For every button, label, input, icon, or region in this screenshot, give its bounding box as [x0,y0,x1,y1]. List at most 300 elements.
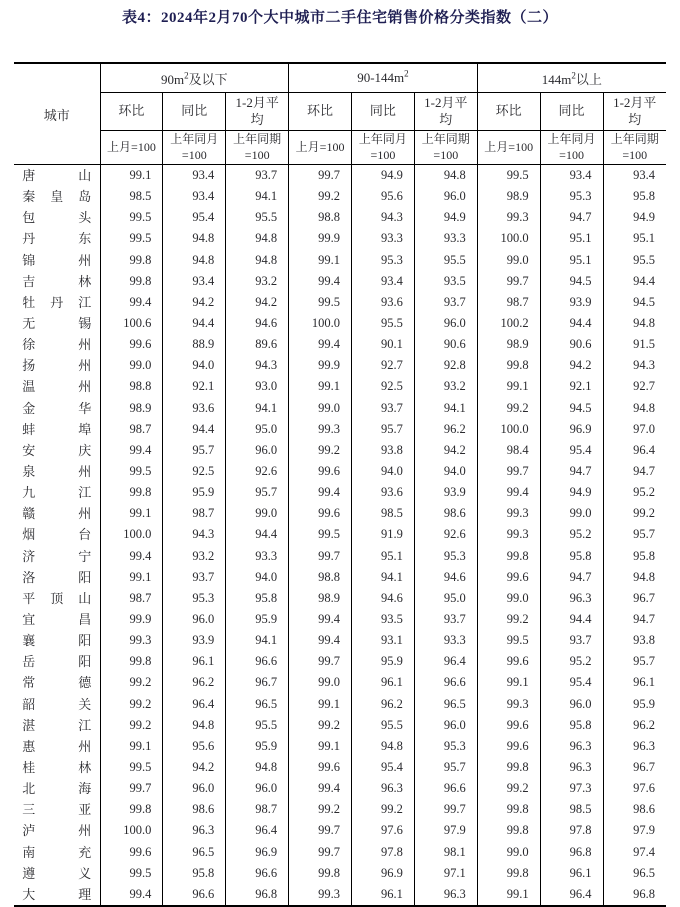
metric-header-mom: 环比 [289,93,352,131]
value-cell: 99.3 [477,503,540,524]
value-cell: 95.3 [540,186,603,207]
value-cell: 94.0 [163,355,226,376]
value-cell: 96.0 [414,186,477,207]
value-cell: 96.7 [603,757,666,778]
value-cell: 99.1 [100,165,163,187]
city-cell [14,419,100,440]
value-cell: 96.0 [226,440,289,461]
value-cell: 94.1 [226,398,289,419]
value-cell: 94.7 [603,609,666,630]
value-cell: 99.3 [289,884,352,906]
value-cell: 94.4 [540,313,603,334]
value-cell: 95.9 [603,694,666,715]
value-cell: 99.6 [477,715,540,736]
city-cell [14,651,100,672]
value-cell: 94.6 [226,313,289,334]
city-cell [14,440,100,461]
table-row [14,419,666,440]
value-cell: 91.5 [603,334,666,355]
value-cell: 100.6 [100,313,163,334]
value-cell: 94.6 [414,567,477,588]
header-row-base [14,131,666,165]
table-row [14,820,666,841]
table-row [14,842,666,863]
table-row [14,186,666,207]
value-cell: 95.8 [163,863,226,884]
value-cell: 98.9 [289,588,352,609]
base-header-prev-month: 上月=100 [477,131,540,165]
city-name: 徐 州 [22,337,92,353]
value-cell: 96.3 [540,757,603,778]
value-cell: 96.3 [352,778,415,799]
table-row [14,398,666,419]
value-cell: 99.2 [352,799,415,820]
value-cell: 94.4 [603,271,666,292]
value-cell: 99.4 [100,440,163,461]
value-cell: 99.2 [477,398,540,419]
value-cell: 99.7 [100,778,163,799]
value-cell: 95.9 [352,651,415,672]
value-cell: 93.7 [226,165,289,187]
value-cell: 93.7 [163,567,226,588]
value-cell: 97.6 [603,778,666,799]
page-title: 表4：2024年2月70个大中城市二手住宅销售价格分类指数（二） [121,10,558,26]
value-cell: 94.1 [414,398,477,419]
value-cell: 98.1 [414,842,477,863]
value-cell: 94.8 [226,757,289,778]
city-cell [14,863,100,884]
value-cell: 90.1 [352,334,415,355]
value-cell: 96.6 [163,884,226,906]
table-row [14,567,666,588]
value-cell: 99.8 [477,757,540,778]
table-row [14,715,666,736]
value-cell: 99.7 [414,799,477,820]
value-cell: 96.4 [226,820,289,841]
table-row [14,292,666,313]
value-cell: 96.8 [226,884,289,906]
value-cell: 94.4 [226,524,289,545]
value-cell: 93.4 [352,271,415,292]
value-cell: 99.1 [100,503,163,524]
value-cell: 95.8 [540,715,603,736]
city-cell [14,524,100,545]
city-name: 包 头 [22,210,92,226]
value-cell: 99.0 [540,503,603,524]
base-header-prev-month: 上月=100 [100,131,163,165]
value-cell: 94.0 [352,461,415,482]
city-name: 安 庆 [22,442,92,458]
city-name: 九 江 [22,485,92,501]
value-cell: 98.7 [100,588,163,609]
value-cell: 98.9 [100,398,163,419]
metric-header-yoy: 同比 [540,93,603,131]
value-cell: 92.1 [540,376,603,397]
value-cell: 96.2 [163,672,226,693]
value-cell: 94.2 [163,757,226,778]
value-cell: 99.5 [100,207,163,228]
value-cell: 99.8 [100,271,163,292]
value-cell: 93.2 [414,376,477,397]
value-cell: 99.6 [289,503,352,524]
value-cell: 94.3 [352,207,415,228]
value-cell: 99.5 [289,292,352,313]
value-cell: 93.5 [414,271,477,292]
base-header-same-period-last-year: 上年同期=100 [603,131,666,165]
group-header-90-and-below [100,63,289,93]
city-name: 秦 皇 岛 [22,189,92,205]
value-cell: 96.3 [540,736,603,757]
value-cell: 99.1 [477,672,540,693]
city-name: 蚌 埠 [22,421,92,437]
city-name: 北 海 [22,781,92,797]
value-cell: 99.1 [477,884,540,906]
value-cell: 97.9 [603,820,666,841]
value-cell: 93.0 [226,376,289,397]
price-index-table [14,62,666,907]
table-row [14,799,666,820]
city-name: 南 充 [22,844,92,860]
value-cell: 94.8 [603,567,666,588]
value-cell: 96.3 [540,588,603,609]
value-cell: 99.6 [477,736,540,757]
value-cell: 95.9 [163,482,226,503]
value-cell: 93.6 [163,398,226,419]
city-name: 遵 义 [22,865,92,881]
city-cell [14,313,100,334]
value-cell: 99.3 [289,419,352,440]
value-cell: 94.3 [163,524,226,545]
table-row [14,884,666,906]
value-cell: 98.6 [163,799,226,820]
value-cell: 99.2 [477,778,540,799]
value-cell: 94.5 [540,398,603,419]
value-cell: 97.1 [414,863,477,884]
city-cell [14,482,100,503]
value-cell: 99.5 [477,165,540,187]
base-header-same-month-last-year: 上年同月=100 [540,131,603,165]
group-label-suffix: 及以下 [188,71,228,87]
value-cell: 93.8 [603,630,666,651]
value-cell: 96.5 [414,694,477,715]
city-name: 桂 林 [22,759,92,775]
value-cell: 96.1 [352,884,415,906]
value-cell: 99.1 [289,694,352,715]
value-cell: 95.5 [226,207,289,228]
value-cell: 95.5 [414,250,477,271]
value-cell: 95.6 [352,186,415,207]
group-label: 90m [160,71,185,87]
value-cell: 99.0 [477,250,540,271]
value-cell: 94.9 [352,165,415,187]
value-cell: 95.5 [352,313,415,334]
city-cell [14,736,100,757]
city-name: 扬 州 [22,358,92,374]
value-cell: 94.8 [226,228,289,249]
value-cell: 88.9 [163,334,226,355]
value-cell: 93.8 [352,440,415,461]
value-cell: 96.5 [226,694,289,715]
value-cell: 96.2 [352,694,415,715]
value-cell: 99.5 [289,524,352,545]
value-cell: 96.0 [163,778,226,799]
value-cell: 99.7 [477,271,540,292]
value-cell: 94.0 [226,567,289,588]
table-row [14,503,666,524]
value-cell: 98.7 [477,292,540,313]
value-cell: 90.6 [540,334,603,355]
value-cell: 98.7 [100,419,163,440]
metric-header-yoy: 同比 [352,93,415,131]
value-cell: 96.2 [414,419,477,440]
value-cell: 96.0 [414,715,477,736]
value-cell: 99.6 [100,842,163,863]
value-cell: 99.5 [477,630,540,651]
value-cell: 99.7 [289,546,352,567]
value-cell: 99.4 [289,482,352,503]
value-cell: 94.7 [540,567,603,588]
value-cell: 99.3 [477,524,540,545]
value-cell: 99.2 [289,440,352,461]
value-cell: 97.0 [603,419,666,440]
table-row [14,482,666,503]
value-cell: 100.0 [477,419,540,440]
value-cell: 95.7 [352,419,415,440]
city-cell [14,884,100,906]
city-cell [14,588,100,609]
city-name: 吉 林 [22,273,92,289]
group-label: 90-144m [357,70,405,85]
value-cell: 94.9 [414,207,477,228]
city-name: 锦 州 [22,252,92,268]
table-row [14,355,666,376]
value-cell: 95.4 [540,440,603,461]
table-row [14,736,666,757]
value-cell: 94.2 [163,292,226,313]
value-cell: 95.0 [226,419,289,440]
value-cell: 95.7 [603,651,666,672]
value-cell: 92.1 [163,376,226,397]
value-cell: 93.1 [352,630,415,651]
city-cell [14,799,100,820]
value-cell: 99.8 [477,799,540,820]
value-cell: 94.8 [163,250,226,271]
table-row [14,651,666,672]
value-cell: 99.7 [289,820,352,841]
city-name: 宜 昌 [22,611,92,627]
value-cell: 94.4 [540,609,603,630]
value-cell: 93.9 [414,482,477,503]
city-cell [14,334,100,355]
value-cell: 99.0 [100,355,163,376]
table-row [14,588,666,609]
value-cell: 96.0 [414,313,477,334]
city-name: 湛 江 [22,717,92,733]
value-cell: 97.6 [352,820,415,841]
city-name: 岳 阳 [22,654,92,670]
value-cell: 98.4 [477,440,540,461]
city-name: 泉 州 [22,463,92,479]
value-cell: 97.3 [540,778,603,799]
city-name: 无 锡 [22,315,92,331]
table-row [14,271,666,292]
value-cell: 99.0 [477,588,540,609]
value-cell: 92.6 [414,524,477,545]
city-name: 平 顶 山 [22,590,92,606]
value-cell: 96.8 [603,884,666,906]
value-cell: 95.8 [603,186,666,207]
metric-header-avg: 1-2月平均 [414,93,477,131]
value-cell: 93.2 [226,271,289,292]
value-cell: 99.2 [289,715,352,736]
value-cell: 96.4 [603,440,666,461]
city-name: 唐 山 [22,168,92,183]
base-header-same-month-last-year: 上年同月=100 [163,131,226,165]
value-cell: 95.1 [540,250,603,271]
city-name: 洛 阳 [22,569,92,585]
value-cell: 93.7 [352,398,415,419]
value-cell: 99.6 [289,757,352,778]
city-cell [14,292,100,313]
group-label-suffix: 以上 [575,71,602,87]
table-row [14,524,666,545]
value-cell: 94.1 [226,630,289,651]
value-cell: 94.2 [414,440,477,461]
city-name: 丹 东 [22,231,92,247]
base-header-same-month-last-year: 上年同月=100 [352,131,415,165]
value-cell: 96.3 [414,884,477,906]
value-cell: 99.0 [289,398,352,419]
city-name: 烟 台 [22,527,92,543]
value-cell: 92.7 [352,355,415,376]
base-header-prev-month: 上月=100 [289,131,352,165]
value-cell: 95.3 [163,588,226,609]
value-cell: 95.8 [226,588,289,609]
value-cell: 99.0 [477,842,540,863]
value-cell: 96.6 [414,778,477,799]
value-cell: 94.8 [163,715,226,736]
city-name: 惠 州 [22,738,92,754]
value-cell: 92.6 [226,461,289,482]
city-cell [14,715,100,736]
value-cell: 96.1 [163,651,226,672]
value-cell: 100.0 [477,228,540,249]
value-cell: 95.7 [414,757,477,778]
value-cell: 98.6 [603,799,666,820]
base-header-same-period-last-year: 上年同期=100 [414,131,477,165]
value-cell: 94.1 [352,567,415,588]
value-cell: 99.7 [289,842,352,863]
value-cell: 93.9 [163,630,226,651]
city-cell [14,694,100,715]
value-cell: 96.6 [414,672,477,693]
value-cell: 96.8 [540,842,603,863]
value-cell: 99.2 [477,609,540,630]
value-cell: 99.1 [100,567,163,588]
value-cell: 98.8 [100,376,163,397]
table-row [14,334,666,355]
value-cell: 93.4 [163,186,226,207]
value-cell: 94.4 [163,419,226,440]
city-cell [14,355,100,376]
metric-header-avg: 1-2月平均 [603,93,666,131]
value-cell: 94.8 [414,165,477,187]
city-cell [14,757,100,778]
city-cell [14,207,100,228]
value-cell: 92.5 [163,461,226,482]
value-cell: 99.4 [477,482,540,503]
value-cell: 99.2 [100,672,163,693]
value-cell: 95.7 [226,482,289,503]
city-name: 济 宁 [22,548,92,564]
value-cell: 93.7 [414,609,477,630]
value-cell: 94.2 [226,292,289,313]
value-cell: 95.4 [540,672,603,693]
table-row [14,630,666,651]
value-cell: 99.9 [289,355,352,376]
value-cell: 93.5 [352,609,415,630]
value-cell: 98.5 [100,186,163,207]
value-cell: 93.4 [163,165,226,187]
city-cell [14,461,100,482]
value-cell: 99.4 [100,546,163,567]
value-cell: 95.3 [414,736,477,757]
value-cell: 95.1 [352,546,415,567]
city-name: 赣 州 [22,506,92,522]
value-cell: 96.1 [540,863,603,884]
value-cell: 99.5 [100,461,163,482]
value-cell: 94.3 [603,355,666,376]
value-cell: 96.5 [603,863,666,884]
metric-header-yoy: 同比 [163,93,226,131]
value-cell: 94.4 [163,313,226,334]
value-cell: 96.0 [540,694,603,715]
value-cell: 94.8 [163,228,226,249]
value-cell: 96.6 [226,863,289,884]
city-cell [14,609,100,630]
value-cell: 96.4 [540,884,603,906]
value-cell: 96.1 [603,672,666,693]
value-cell: 93.6 [352,482,415,503]
value-cell: 92.8 [414,355,477,376]
value-cell: 96.9 [352,863,415,884]
value-cell: 97.8 [540,820,603,841]
table-row [14,757,666,778]
value-cell: 99.2 [289,799,352,820]
value-cell: 95.4 [163,207,226,228]
value-cell: 93.4 [603,165,666,187]
value-cell: 97.8 [352,842,415,863]
city-cell [14,820,100,841]
value-cell: 99.9 [289,228,352,249]
value-cell: 99.7 [289,165,352,187]
value-cell: 95.3 [352,250,415,271]
value-cell: 99.4 [289,609,352,630]
value-cell: 99.1 [289,376,352,397]
value-cell: 93.2 [163,546,226,567]
value-cell: 99.7 [477,461,540,482]
city-column-header: 城市 [14,63,100,165]
metric-header-mom: 环比 [477,93,540,131]
value-cell: 91.9 [352,524,415,545]
value-cell: 94.2 [540,355,603,376]
table-row [14,546,666,567]
value-cell: 96.2 [603,715,666,736]
value-cell: 96.4 [414,651,477,672]
value-cell: 99.2 [100,715,163,736]
value-cell: 99.4 [289,630,352,651]
superscript-2: 2 [184,70,189,81]
